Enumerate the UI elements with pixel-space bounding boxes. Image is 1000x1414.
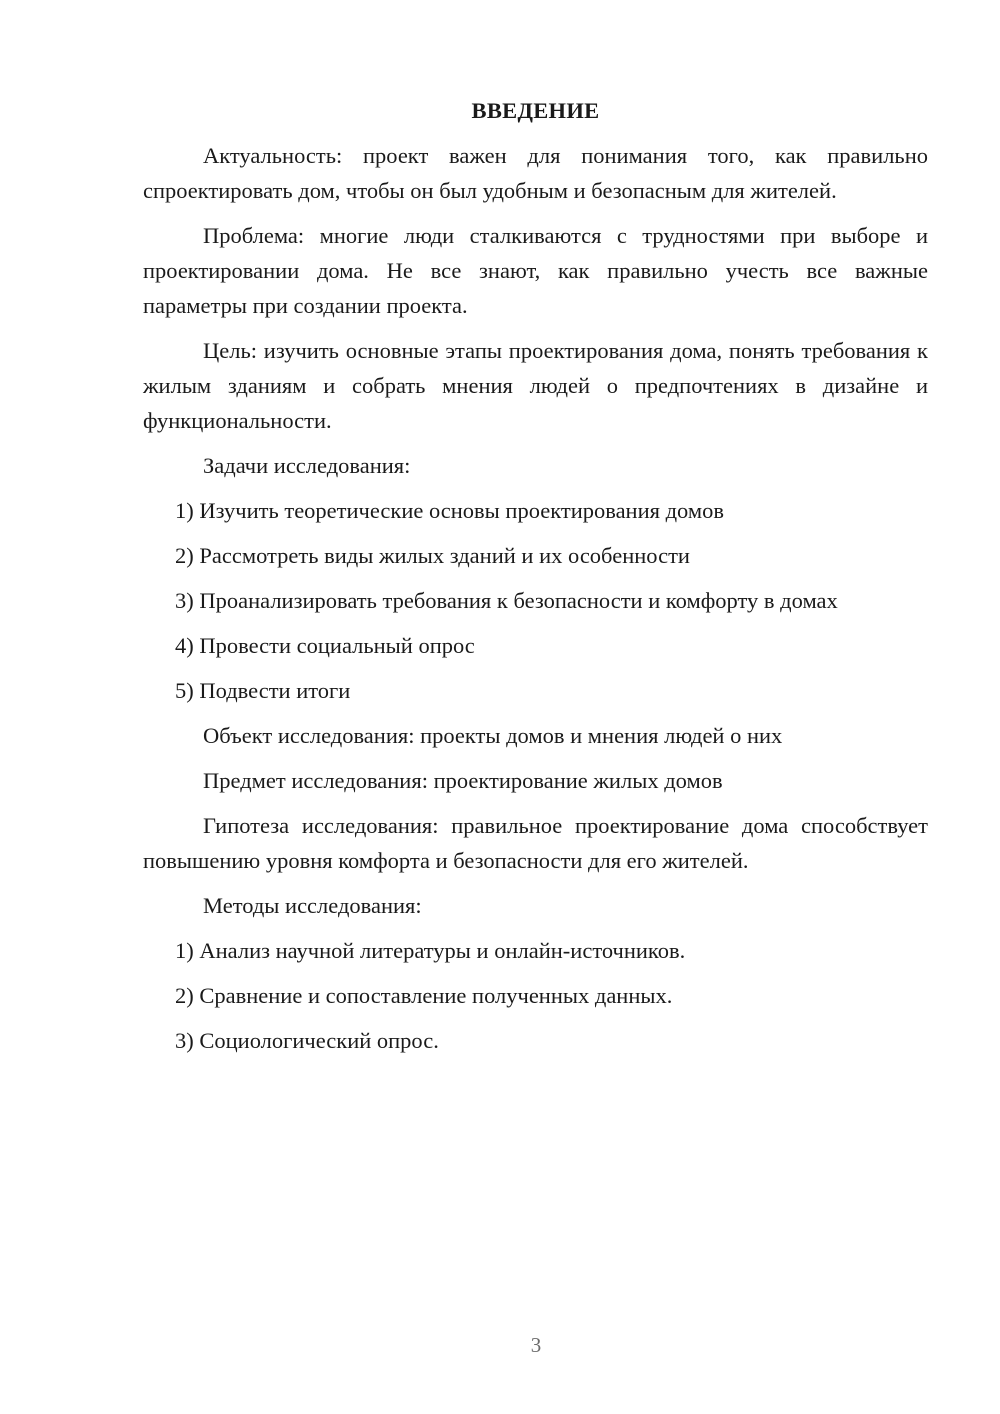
task-item: 3) Проанализировать требования к безопасности и комфорту в домах: [175, 588, 838, 613]
research-subject: Предмет исследования: проектирование жилых домов: [203, 768, 723, 793]
research-object: Объект исследования: проекты домов и мнения людей о них: [203, 723, 783, 748]
method-item: 1) Анализ научной литературы и онлайн-источников.: [175, 938, 686, 963]
page-content: [143, 93, 928, 1068]
paragraph-problem: Проблема: многие люди сталкиваются с трудностями при выборе и проектировании дома. Не все знают, как правильно учесть все важные параметры при создании проекта.: [143, 223, 928, 318]
task-item: 2) Рассмотреть виды жилых зданий и их особенности: [175, 543, 690, 568]
paragraph-relevance: Актуальность: проект важен для понимания того, как правильно спроектировать дом, чтобы он был удобным и безопасным для жителей.: [143, 143, 928, 203]
methods-heading: Методы исследования:: [203, 893, 422, 918]
page-number: 3: [530, 1333, 542, 1357]
paragraph-goal: Цель: изучить основные этапы проектирования дома, понять требования к жилым зданиям и собрать мнения людей о предпочтениях в дизайне и функциональности.: [143, 338, 928, 433]
page-title: ВВЕДЕНИЕ: [471, 98, 600, 123]
task-item: 5) Подвести итоги: [175, 678, 351, 703]
tasks-heading: Задачи исследования:: [203, 453, 411, 478]
paragraph-hypothesis: Гипотеза исследования: правильное проектирование дома способствует повышению уровня комфорта и безопасности для его жителей.: [143, 813, 928, 873]
task-item: 1) Изучить теоретические основы проектирования домов: [175, 498, 724, 523]
method-item: 3) Социологический опрос.: [175, 1028, 439, 1053]
task-item: 4) Провести социальный опрос: [175, 633, 475, 658]
method-item: 2) Сравнение и сопоставление полученных данных.: [175, 983, 673, 1008]
